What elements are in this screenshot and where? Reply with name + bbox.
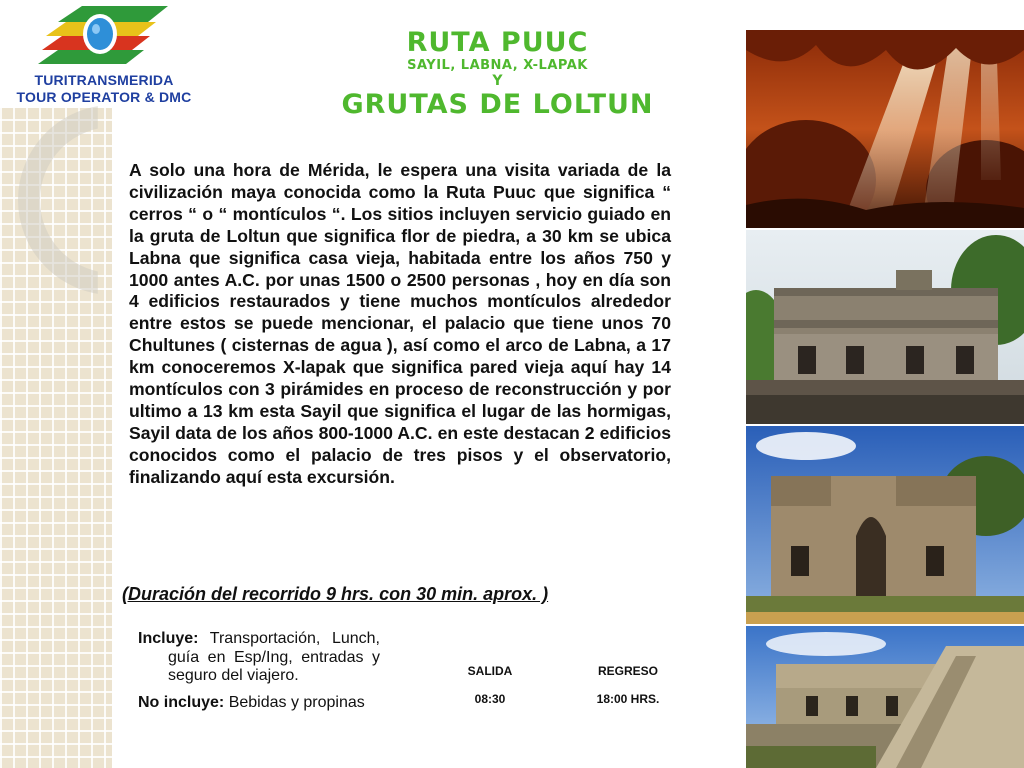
sayil-palace-photo xyxy=(746,626,1024,768)
title-connector: Y xyxy=(492,73,503,89)
photo-column xyxy=(746,30,1024,768)
tour-description: A solo una hora de Mérida, le espera una visita variada de la civilización maya conocida como la Ruta Puuc que significa “ cerros “ o “ montículos “. Los sitios incluyen servicio guiado en la gruta de Loltun que significa flor de piedra, a 30 km se ubica Labna que significa casa vieja, habitada entre los años 750 y 1000 antes A.C. por unas 1500 o 2500 personas , hoy en día son 4 edificios restaurados y tiene muchos montículos alrededor entre estos se puede mencionar, el palacio que tiene unos 70 Chultunes ( cisternas de agua ), así como el arco de Labna, a 17 km conoceremos X-lapak que significa pared vieja aquí hay 14 montículos con 3 pirámides en proceso de reconstrucción y por ultimo a 13 km esta Sayil que significa el lugar de las hormigas, Sayil data de los años 800-1000 A.C. en este destacan 2 edificios conocidos como el palacio de tres pisos y el observatorio, finalizando aquí esta excursión. xyxy=(129,160,671,487)
return-column xyxy=(578,664,678,706)
inclusions-section xyxy=(138,630,380,720)
secondary-title: GRUTAS DE LOLTUN xyxy=(341,89,654,120)
tour-duration: (Duración del recorrido 9 hrs. con 30 min. aprox. ) xyxy=(122,584,549,604)
page-subtitle: SAYIL, LABNA, X-LAPAK xyxy=(407,58,588,73)
departure-label: SALIDA xyxy=(467,664,513,678)
return-time: 18:00 HRS. xyxy=(596,692,660,706)
excludes-item xyxy=(138,694,380,713)
page-title: RUTA PUUC xyxy=(406,27,589,58)
includes-label: Incluye: xyxy=(138,630,199,647)
company-logo xyxy=(6,4,202,108)
includes-item xyxy=(138,630,380,686)
logo-company-name: TURITRANSMERIDA xyxy=(34,72,174,88)
logo-tagline: TOUR OPERATOR & DMC xyxy=(16,89,192,105)
departure-column xyxy=(440,664,540,706)
title-block xyxy=(300,28,695,121)
return-label: REGRESO xyxy=(597,664,658,678)
excludes-label: No incluye: xyxy=(138,693,225,711)
cave-photo xyxy=(746,30,1024,228)
maya-palace-photo xyxy=(746,230,1024,424)
logo-emblem-icon xyxy=(38,4,172,70)
labna-arch-photo xyxy=(746,426,1024,624)
includes-text: Transportación, Lunch, guía en Esp/Ing, entradas y seguro del viajero. xyxy=(168,630,380,684)
excludes-text: Bebidas y propinas xyxy=(228,693,365,711)
departure-time: 08:30 xyxy=(474,692,506,706)
